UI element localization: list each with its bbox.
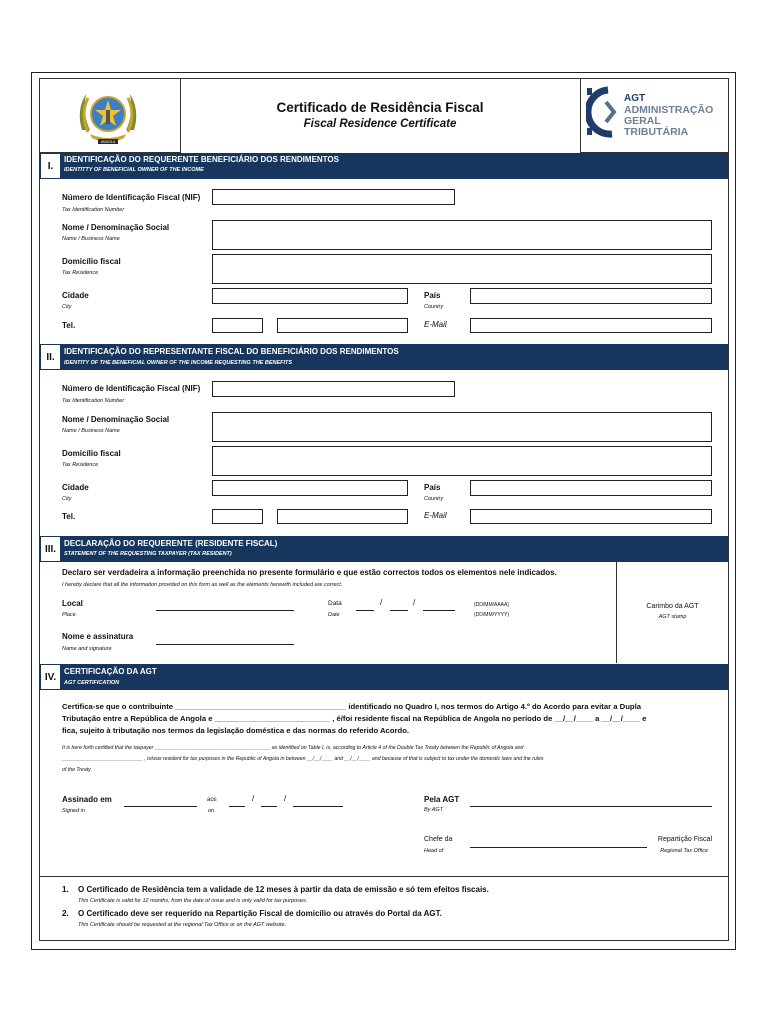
data-label: Data <box>328 600 342 607</box>
rep-pais-field[interactable] <box>470 480 712 496</box>
rep-pais-label: País <box>424 483 441 492</box>
section-3-title: DECLARAÇÃO DO REQUERENTE (RESIDENTE FISCAL) <box>64 539 278 548</box>
certification-line-1: Certifica-se que o contribuinte ________________________________________ identificado no Quadro I, nos termos do Artigo 4.º do Acordo para evitar a Dupla <box>62 702 642 711</box>
note-1-text-en: This Certificate is valid for 12 months, from the date of issue and is only valid for tax purposes. <box>78 898 308 904</box>
pela-agt-label-en: By AGT <box>424 807 444 813</box>
certification-en-line-3: of the Treaty. <box>62 767 92 773</box>
section-4-number: IV. <box>40 664 61 690</box>
date-format-en: (DD/MM/YYYY) <box>474 612 509 618</box>
certification-line-3: fica, sujeito à tributação nos termos da legislação doméstica e das normas do referido Acordo. <box>62 726 410 735</box>
chefe-label: Chefe da <box>424 836 453 843</box>
email-field[interactable] <box>470 318 712 333</box>
agt-signature-line[interactable] <box>470 806 712 807</box>
certification-en-line-1: It is here forth certified that the taxpayer ________________________________________ as identified on Table I, is, according to Article 4 of the Double Tax Treaty between the Republic of Angola and <box>62 745 524 751</box>
stamp-label-en: AGT stamp <box>658 614 687 620</box>
nome-label-en: Name / Business Name <box>62 236 120 242</box>
reparticao-label: Repartição Fiscal <box>657 836 712 843</box>
section-2-subtitle: IDENTITY OF THE BENEFICIAL OWNER OF THE INCOME REQUESTING THE BENEFITS <box>64 360 293 366</box>
rep-email-field[interactable] <box>470 509 712 524</box>
data-label-en: Date <box>328 612 340 618</box>
rep-nome-label-en: Name / Business Name <box>62 428 120 434</box>
rep-nome-field[interactable] <box>212 412 712 442</box>
nif-label-en: Tax Identification Number <box>62 207 125 213</box>
notes-divider <box>40 876 728 877</box>
nome-label: Nome / Denominação Social <box>62 223 170 232</box>
signed-year-line[interactable] <box>293 806 343 807</box>
section-3-number: III. <box>40 536 61 562</box>
assinado-label: Assinado em <box>62 795 112 804</box>
date-day-line[interactable] <box>356 610 374 611</box>
section-2-number: II. <box>40 344 61 370</box>
svg-text:ANGOLA: ANGOLA <box>100 140 116 144</box>
rep-domicilio-label-en: Tax Residence <box>62 462 99 468</box>
rep-cidade-field[interactable] <box>212 480 408 496</box>
cidade-field[interactable] <box>212 288 408 304</box>
domicilio-label-en: Tax Residence <box>62 270 99 276</box>
note-2-text-en: This Certificate should be requested at the regional Tax Office or on the AGT website. <box>78 922 287 928</box>
date-year-line[interactable] <box>423 610 455 611</box>
rep-nif-label: Número de Identificação Fiscal (NIF) <box>62 384 201 393</box>
rep-nif-field[interactable] <box>212 381 455 397</box>
rep-nome-label: Nome / Denominação Social <box>62 415 170 424</box>
svg-text:AGT: AGT <box>624 93 646 104</box>
section-4-subtitle: AGT CERTIFICATION <box>64 680 120 686</box>
pais-label-en: Country <box>424 304 444 310</box>
signed-day-line[interactable] <box>229 806 245 807</box>
nome-assinatura-label-en: Name and signature <box>62 646 112 652</box>
domicilio-field[interactable] <box>212 254 712 284</box>
rep-tel-number-field[interactable] <box>277 509 408 524</box>
nif-field[interactable] <box>212 189 455 205</box>
rep-pais-label-en: Country <box>424 496 444 502</box>
cidade-label-en: City <box>62 304 72 310</box>
declaration-text-en: I hereby declare that all the information provided on this form as well as the elements herewith included are correct. <box>62 582 343 588</box>
form-title: Certificado de Residência Fiscal <box>276 100 484 115</box>
certification-line-2: Tributação entre a República de Angola e ___________________________ , é/foi residente fiscal na República de Angola no período de __/__/____ a __/__/____ e <box>62 714 647 723</box>
date-format-pt: (DD/MM/AAAA) <box>474 602 509 608</box>
aos-label: aos <box>207 797 217 803</box>
signed-month-line[interactable] <box>261 806 277 807</box>
chefe-label-en: Head of <box>424 848 444 854</box>
tel-number-field[interactable] <box>277 318 408 333</box>
date-slash-2: / <box>413 598 416 607</box>
declaration-text: Declaro ser verdadeira a informação preenchida no presente formulário e que estão correctos todos os elementos nele indicados. <box>62 568 557 577</box>
domicilio-label: Domicílio fiscal <box>62 257 121 266</box>
section-1-subtitle: IDENTITTY OF BENEFICIAL OWNER OF THE INCOME <box>64 167 204 173</box>
pais-label: País <box>424 291 441 300</box>
local-label-en: Place <box>62 612 76 618</box>
reparticao-label-en: Regional Tax Office <box>660 848 708 854</box>
cidade-label: Cidade <box>62 291 89 300</box>
note-1-number: 1. <box>62 885 69 894</box>
note-2-text: O Certificado deve ser requerido na Repartição Fiscal de domicílio ou através do Portal da AGT. <box>78 909 442 918</box>
nome-field[interactable] <box>212 220 712 250</box>
rep-domicilio-field[interactable] <box>212 446 712 476</box>
svg-text:GERAL: GERAL <box>624 115 661 127</box>
svg-text:TRIBUTÁRIA: TRIBUTÁRIA <box>624 126 689 138</box>
email-label: E-Mail <box>424 320 447 329</box>
tel-label: Tel. <box>62 321 76 330</box>
pais-field[interactable] <box>470 288 712 304</box>
local-line[interactable] <box>156 610 294 611</box>
tel-prefix-field[interactable] <box>212 318 263 333</box>
section-3-subtitle: STATEMENT OF THE REQUESTING TAXPAYER (TAX RESIDENT) <box>64 551 232 557</box>
aos-label-en: on <box>208 808 215 814</box>
signed-place-line[interactable] <box>124 806 197 807</box>
section-1-number: I. <box>40 153 61 179</box>
signature-line[interactable] <box>156 644 294 645</box>
section-2-title: IDENTIFICAÇÃO DO REPRESENTANTE FISCAL DO BENEFICIÁRIO DOS RENDIMENTOS <box>64 347 399 356</box>
certification-en-line-2: ____________________________ , is/was resident for tax purposes in the Republic of Angola in between __/__/____ and __/__/____ and because of that is subject to tax under the domestic laws and the rules <box>62 756 544 762</box>
rep-domicilio-label: Domicílio fiscal <box>62 449 121 458</box>
pela-agt-label: Pela AGT <box>424 795 460 804</box>
nome-assinatura-label: Nome e assinatura <box>62 632 134 641</box>
rep-cidade-label-en: City <box>62 496 72 502</box>
rep-tel-label: Tel. <box>62 512 76 521</box>
angola-emblem-icon <box>72 80 144 152</box>
rep-email-label: E-Mail <box>424 511 447 520</box>
agt-logo-icon <box>586 86 726 138</box>
nif-label: Número de Identificação Fiscal (NIF) <box>62 193 201 202</box>
section-1-title: IDENTIFICAÇÃO DO REQUERENTE BENEFICIÁRIO DOS RENDIMENTOS <box>64 155 339 164</box>
rep-tel-prefix-field[interactable] <box>212 509 263 524</box>
section-4-title: CERTIFICAÇÃO DA AGT <box>64 667 157 676</box>
date-month-line[interactable] <box>390 610 408 611</box>
rep-cidade-label: Cidade <box>62 483 89 492</box>
assinado-label-en: Signed in <box>62 808 85 814</box>
stamp-label: Carimbo da AGT <box>646 603 699 610</box>
note-1-text: O Certificado de Residência tem a validade de 12 meses à partir da data de emissão e só tem efeitos fiscais. <box>78 885 489 894</box>
svg-text:ADMINISTRAÇÃO: ADMINISTRAÇÃO <box>624 104 714 116</box>
form-subtitle: Fiscal Residence Certificate <box>303 118 457 130</box>
note-2-number: 2. <box>62 909 69 918</box>
date-slash-1: / <box>380 598 383 607</box>
chefe-line[interactable] <box>470 847 647 848</box>
local-label: Local <box>62 599 83 608</box>
signed-slash-1: / <box>252 794 255 803</box>
signed-slash-2: / <box>284 794 287 803</box>
rep-nif-label-en: Tax Identification Number <box>62 398 125 404</box>
stamp-divider <box>616 562 617 663</box>
